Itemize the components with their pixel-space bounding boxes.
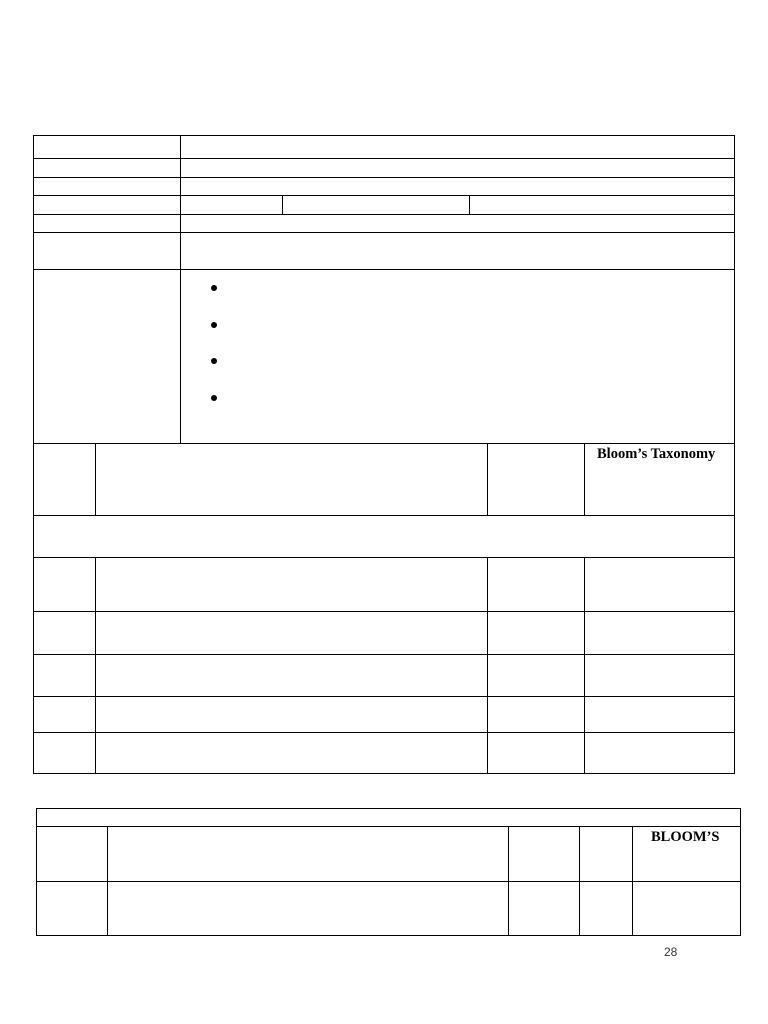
table-border-left (33, 135, 34, 774)
list-bullet (211, 285, 217, 291)
grid-column-divider (584, 557, 585, 774)
row-divider (33, 732, 735, 733)
list-bullet (211, 358, 217, 364)
row-divider (33, 269, 735, 270)
split-cell-divider (469, 195, 470, 215)
table-border-right (740, 808, 741, 936)
table-border-top (33, 135, 735, 136)
row-divider (33, 654, 735, 655)
table-border-top (36, 808, 741, 809)
table-border-bottom (33, 773, 735, 774)
list-bullet (211, 395, 217, 401)
page-number: 28 (664, 945, 678, 959)
row-divider (36, 881, 741, 882)
label-column-divider (180, 135, 181, 443)
grid-column-divider (107, 826, 108, 936)
row-divider (33, 232, 735, 233)
list-bullet (211, 322, 217, 328)
table-border-left (36, 808, 37, 936)
row-divider (33, 195, 735, 196)
row-divider (33, 158, 735, 159)
row-divider (33, 515, 735, 516)
row-divider (36, 826, 741, 827)
row-divider (33, 443, 735, 444)
row-divider (33, 214, 735, 215)
blooms-taxonomy-header: Bloom’s Taxonomy (597, 446, 716, 462)
grid-column-divider (579, 826, 580, 936)
row-divider (33, 611, 735, 612)
grid-column-divider (632, 826, 633, 936)
row-divider (33, 177, 735, 178)
table-border-bottom (36, 935, 741, 936)
row-divider (33, 696, 735, 697)
blooms-header: BLOOM’S (651, 829, 720, 845)
grid-column-divider (508, 826, 509, 936)
grid-column-divider (95, 443, 96, 516)
grid-column-divider (584, 443, 585, 516)
row-divider (33, 557, 735, 558)
grid-column-divider (487, 557, 488, 774)
grid-column-divider (487, 443, 488, 516)
split-cell-divider (282, 195, 283, 215)
table-border-right (734, 135, 735, 774)
grid-column-divider (95, 557, 96, 774)
